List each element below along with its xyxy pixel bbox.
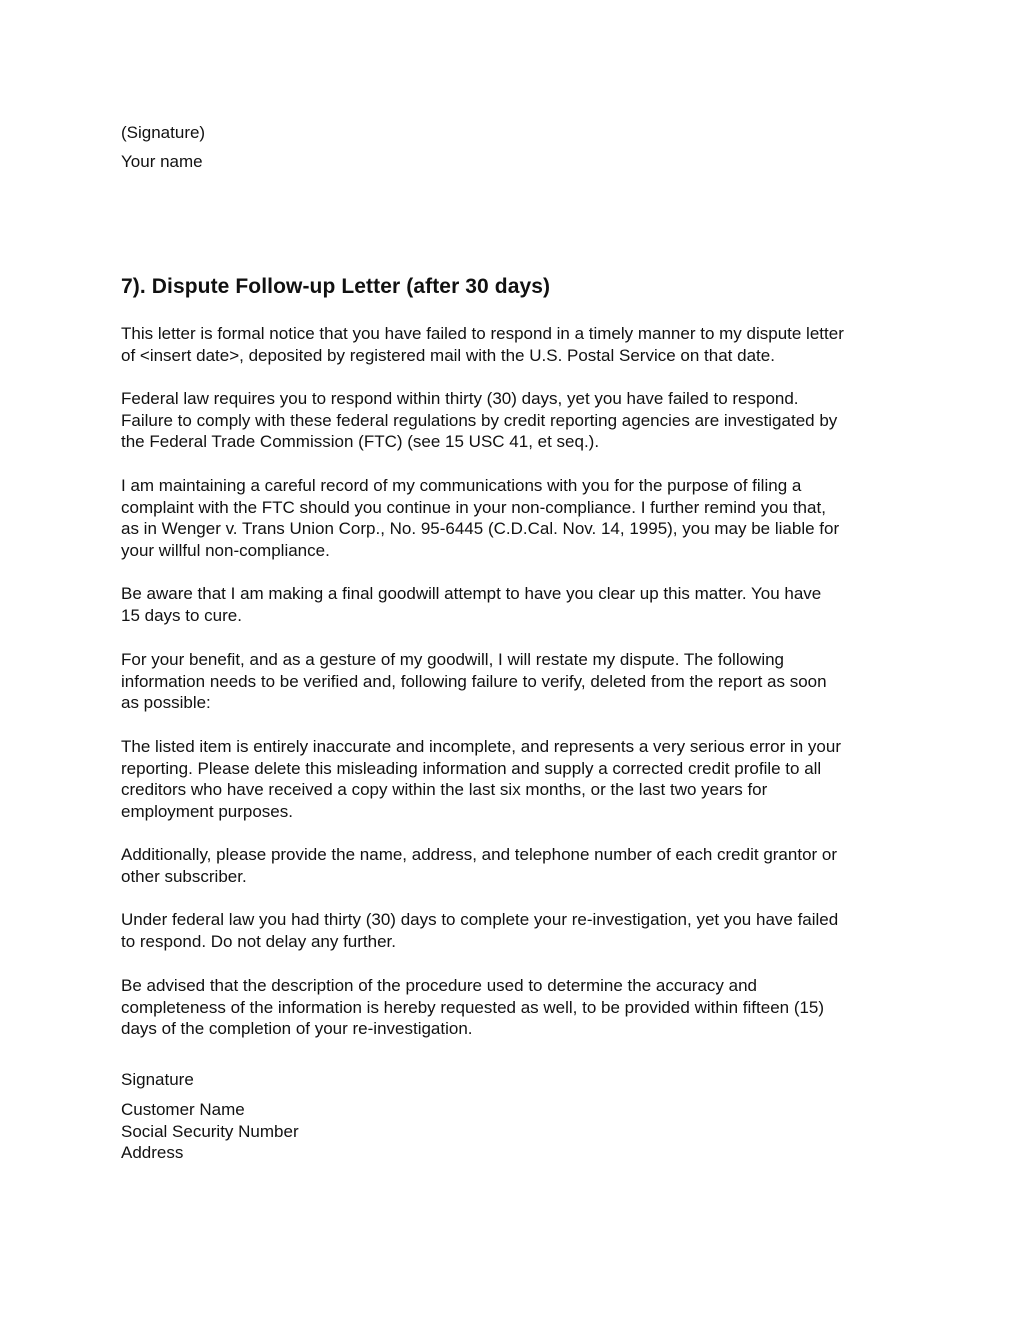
paragraph-line: days of the completion of your re-investigation. [121, 1019, 473, 1038]
sign-block [121, 1099, 299, 1164]
paragraph-record [121, 475, 921, 561]
closing-signature-label: Signature [121, 1070, 194, 1089]
paragraph-additionally [121, 844, 921, 887]
paragraph-inaccurate [121, 736, 921, 822]
paragraph-line: This letter is formal notice that you have failed to respond in a timely manner to my dispute letter [121, 324, 844, 343]
paragraph-line: Additionally, please provide the name, address, and telephone number of each credit grantor or [121, 845, 838, 864]
paragraph-line: For your benefit, and as a gesture of my goodwill, I will restate my dispute. The following [121, 650, 785, 669]
paragraph-restate [121, 649, 921, 714]
address-line: Address [121, 1143, 184, 1162]
paragraph-line: information needs to be verified and, following failure to verify, deleted from the report as soon [121, 671, 827, 691]
paragraph-line: creditors who have received a copy within the last six months, or the last two years for [121, 780, 768, 799]
paragraph-line: employment purposes. [121, 801, 293, 821]
paragraph-line: as possible: [121, 693, 211, 712]
paragraph-line: Be aware that I am making a final goodwill attempt to have you clear up this matter. You have [121, 584, 822, 603]
paragraph-line: Under federal law you had thirty (30) days to complete your re-investigation, yet you have failed [121, 910, 839, 929]
ssn-line: Social Security Number [121, 1121, 299, 1141]
paragraph-line: reporting. Please delete this misleading information and supply a corrected credit profile to all [121, 758, 822, 778]
paragraph-notice [121, 323, 921, 366]
paragraph-reinvestigation [121, 909, 921, 952]
paragraph-line: your willful non-compliance. [121, 540, 330, 560]
paragraph-line: other subscriber. [121, 866, 247, 886]
paragraph-federal-law [121, 388, 921, 453]
paragraph-line: The listed item is entirely inaccurate and incomplete, and represents a very serious error in your [121, 737, 842, 756]
paragraph-line: Failure to comply with these federal regulations by credit reporting agencies are investigated by [121, 410, 838, 430]
paragraph-line: to respond. Do not delay any further. [121, 931, 397, 951]
your-name-placeholder: Your name [121, 152, 203, 171]
paragraph-line: 15 days to cure. [121, 605, 242, 625]
paragraph-line: as in Wenger v. Trans Union Corp., No. 95-6445 (C.D.Cal. Nov. 14, 1995), you may be liable for [121, 519, 840, 538]
paragraph-line: Federal law requires you to respond within thirty (30) days, yet you have failed to respond. [121, 389, 799, 408]
paragraph-procedure [121, 975, 921, 1040]
signature-placeholder: (Signature) [121, 123, 206, 142]
paragraph-line: Be advised that the description of the procedure used to determine the accuracy and [121, 976, 758, 995]
paragraph-line: I am maintaining a careful record of my communications with you for the purpose of filing a [121, 476, 802, 495]
paragraph-line: of <insert date>, deposited by registered mail with the U.S. Postal Service on that date. [121, 345, 775, 365]
document-page [121, 0, 921, 1326]
paragraph-goodwill [121, 583, 921, 626]
section-heading: 7). Dispute Follow-up Letter (after 30 days) [121, 275, 551, 298]
paragraph-line: completeness of the information is hereby requested as well, to be provided within fifteen (15) [121, 997, 825, 1017]
paragraph-line: complaint with the FTC should you continue in your non-compliance. I further remind you that, [121, 497, 826, 517]
customer-name-line: Customer Name [121, 1100, 245, 1119]
paragraph-line: the Federal Trade Commission (FTC) (see 15 USC 41, et seq.). [121, 432, 600, 451]
